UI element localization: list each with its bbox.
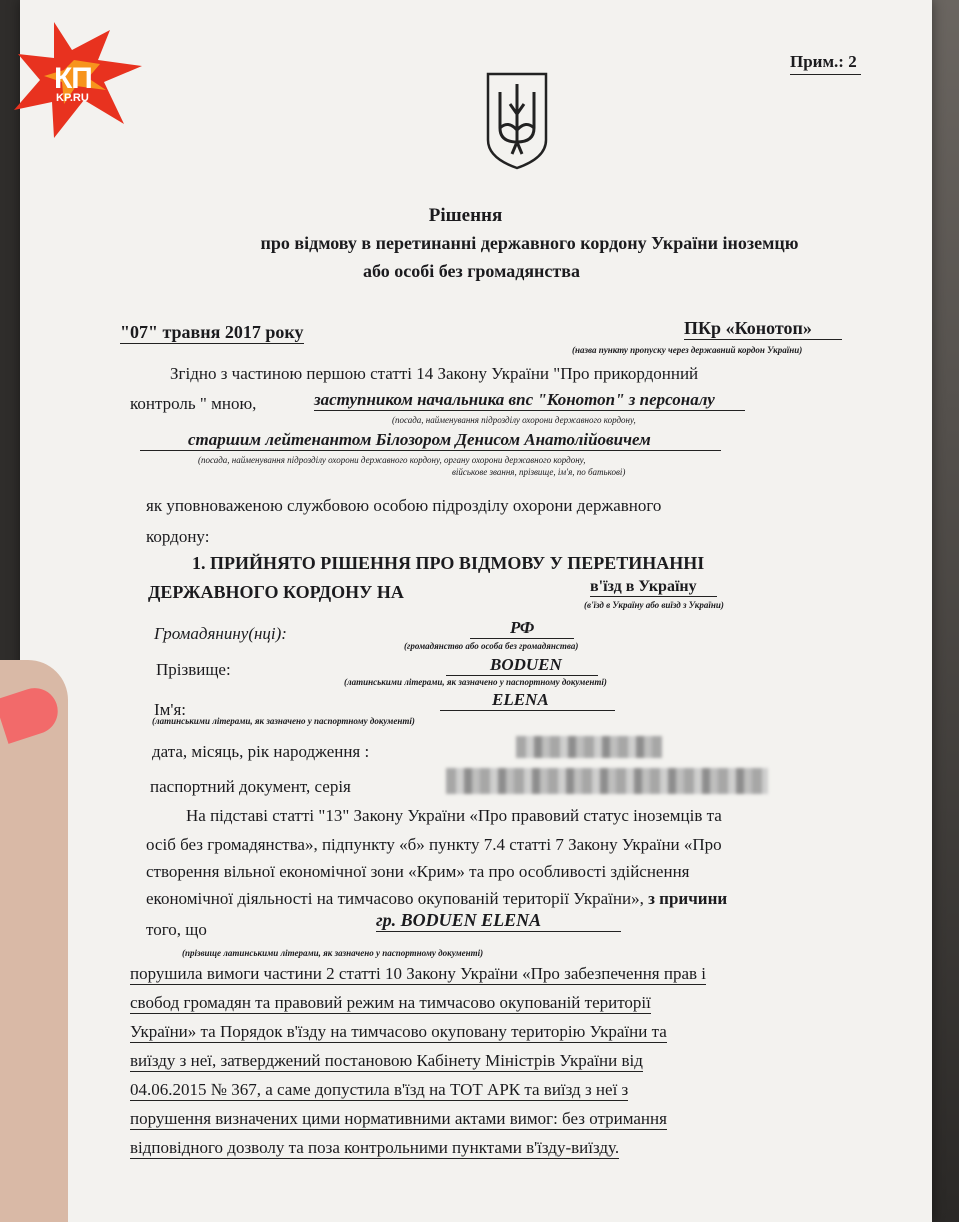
person-hint: (прізвище латинськими літерами, як зазначено у паспортному документі): [182, 948, 484, 958]
trident-emblem-icon: [484, 70, 550, 170]
para2-line1: як уповноваженою службовою особою підрозділу охорони державного: [146, 496, 662, 515]
name-value: ELENA: [440, 690, 615, 711]
citizenship-value: РФ: [470, 618, 574, 639]
decision-line2: ДЕРЖАВНОГО КОРДОНУ НА: [148, 582, 404, 602]
document-subtitle: про відмову в перетинанні державного кордону України іноземцю: [260, 233, 799, 253]
basis-line2: осіб без громадянства», підпункту «б» пункту 7.4 статті 7 Закону України «Про: [146, 835, 722, 854]
kp-logo-sub: KP.RU: [56, 92, 89, 104]
official-position: заступником начальника впс "Конотоп" з персоналу: [314, 390, 745, 411]
basis-line4: економічної діяльності на тимчасово окупованій території України», з причини: [146, 889, 728, 908]
person-name: гр. BODUEN ELENA: [376, 910, 621, 932]
attachment-number: Прим.: 2: [790, 52, 861, 75]
passport-redacted: [446, 768, 768, 794]
passport-label: паспортний документ, серія: [150, 777, 351, 796]
citizenship-hint: (громадянство або особа без громадянства): [404, 641, 579, 651]
checkpoint-name: ПКр «Конотоп»: [684, 318, 842, 340]
entry-direction-hint: (в'їзд в Україну або виїзд з України): [584, 600, 724, 610]
decision-line1: 1. ПРИЙНЯТО РІШЕННЯ ПРО ВІДМОВУ У ПЕРЕТИНАННІ: [192, 553, 705, 573]
entry-direction: в'їзд в Україну: [590, 578, 717, 597]
surname-hint: (латинськими літерами, як зазначено у паспортному документі): [344, 677, 607, 687]
reason-block: [126, 956, 938, 1160]
reason-line-6: порушення визначених цими нормативними актами вимог: без отримання: [130, 1109, 667, 1128]
basis-line1: На підставі статті "13" Закону України «Про правовий статус іноземців та: [186, 806, 722, 825]
name-hint: (латинськими літерами, як зазначено у паспортному документі): [152, 716, 415, 726]
reason-line-5: 04.06.2015 № 367, а саме допустила в'їзд на ТОТ АРК та виїзд з неї з: [130, 1080, 629, 1099]
official-name-hint-2: військове звання, прізвище, ім'я, по батькові): [452, 467, 626, 477]
official-name-hint: (посада, найменування підрозділу охорони державного кордону, органу охорони державного кордону,: [198, 455, 586, 465]
para1-line1: Згідно з частиною першою статті 14 Закону України "Про прикордонний: [170, 364, 699, 383]
surname-label: Прізвище:: [156, 660, 231, 679]
dob-redacted: [516, 736, 662, 758]
para2-line2: кордону:: [146, 527, 210, 546]
reason-line-2: свобод громадян та правовий режим на тимчасово окупованій території: [130, 993, 651, 1012]
name-label: Ім'я:: [154, 700, 187, 719]
para1-line2: контроль " мною,: [130, 394, 257, 413]
kp-logo-text: КП: [54, 62, 92, 95]
reason-line-3: України» та Порядок в'їзду на тимчасово окуповану територію України та: [130, 1022, 667, 1041]
checkpoint-hint: (назва пункту пропуску через державний кордон України): [572, 345, 803, 355]
dob-label: дата, місяць, рік народження :: [152, 742, 370, 761]
citizenship-label: Громадянину(нці):: [154, 624, 287, 643]
reason-line-7: відповідного дозволу та поза контрольними пунктами в'їзду-виїзду.: [130, 1138, 620, 1157]
decision-date: "07" травня 2017 року: [120, 322, 304, 342]
finger: [0, 660, 68, 1222]
official-position-hint: (посада, найменування підрозділу охорони державного кордону,: [392, 415, 636, 425]
reason-line-1: порушила вимоги частини 2 статті 10 Закону України «Про забезпечення прав і: [130, 964, 706, 983]
document-subtitle-2: або особі без громадянства: [363, 261, 580, 281]
basis-line5: того, що: [146, 920, 207, 939]
surname-value: BODUEN: [446, 655, 598, 676]
official-name: старшим лейтенантом Білозором Денисом Анатолійовичем: [140, 430, 721, 451]
basis-line3: створення вільної економічної зони «Крим» та про особливості здійснення: [146, 862, 690, 881]
reason-line-4: виїзду з неї, затверджений постановою Кабінету Міністрів України від: [130, 1051, 643, 1070]
document-title: Рішення: [428, 205, 503, 226]
